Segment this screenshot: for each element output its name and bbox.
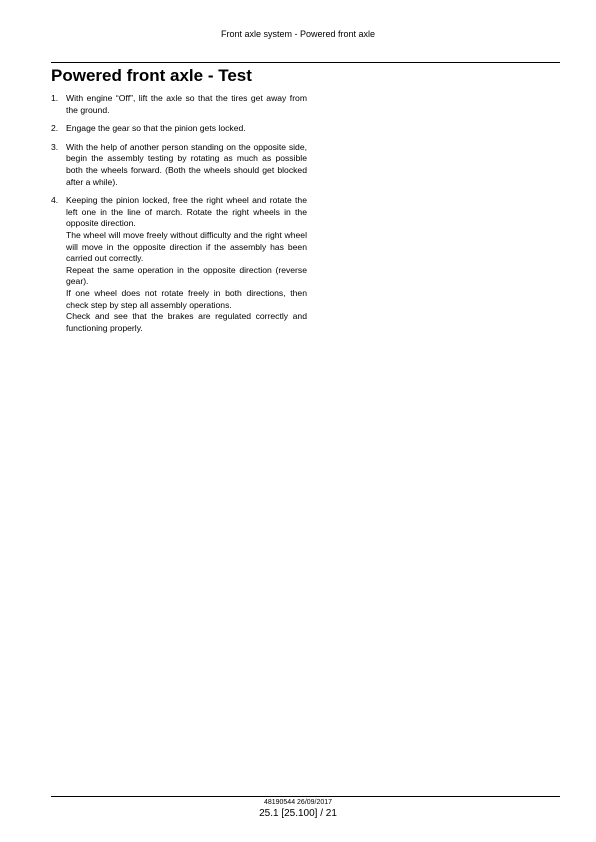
step-paragraph: Check and see that the brakes are regulated correctly and functioning properly. [66,311,307,333]
page-number: 25.1 [25.100] / 21 [259,808,337,819]
footer-divider [51,796,560,797]
step-paragraph: The wheel will move freely without difficulty and the right wheel will move in the opposite direction if the assembly has been carried out correctly. [66,229,307,264]
step-text: Keeping the pinion locked, free the right wheel and rotate the left one in the line of march. Rotate the right wheels in the opposite direction. [66,195,307,229]
step-number: 1. [51,93,59,103]
step-notes [51,230,307,334]
header-divider [51,62,560,63]
step-text: With engine “Off”, lift the axle so that the tires get away from the ground. [66,93,307,115]
step-item [51,123,307,135]
procedure-steps [51,93,307,341]
step-paragraph: If one wheel does not rotate freely in both directions, then check step by step all assembly operations. [66,287,307,310]
step-number: 2. [51,123,59,134]
running-header: Front axle system - Powered front axle [220,29,376,39]
step-item [51,195,307,334]
document-reference: 48190544 26/09/2017 [263,799,333,806]
step-item [51,142,307,188]
step-text: Engage the gear so that the pinion gets locked. [66,123,246,134]
step-text: With the help of another person standing on the opposite side, begin the assembly testing by rotating as much as possible both the wheels forward. (Both the wheels should get blocked after a while). [66,141,307,187]
page-title: Powered front axle - Test [51,66,252,85]
step-number: 4. [51,195,59,206]
step-paragraph: Repeat the same operation in the opposite direction (reverse gear). [66,264,307,287]
step-number: 3. [51,141,59,152]
step-item [51,93,307,116]
